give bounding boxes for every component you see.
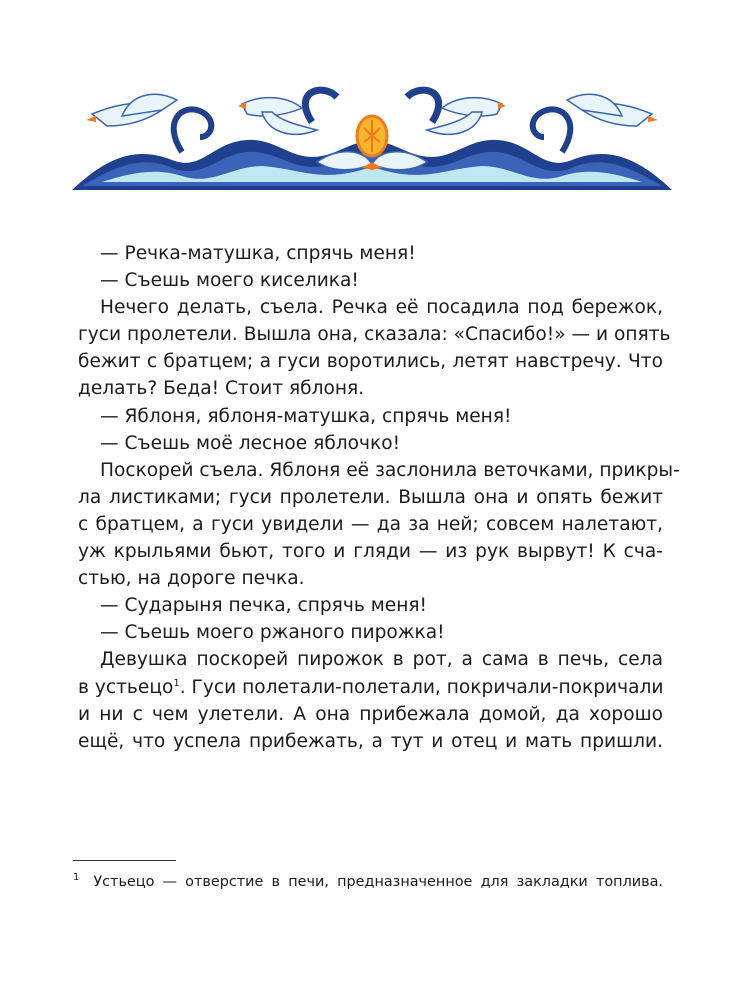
text-line: ещё, что успела прибежать, а тут и отец и мать пришли. bbox=[78, 730, 663, 752]
text-line: — Съешь моего киселика! bbox=[100, 270, 359, 292]
text-line: — Сударыня печка, спрячь меня! bbox=[100, 595, 427, 617]
text-line: Нечего делать, съела. Речка её посадила под бережок, bbox=[100, 297, 663, 319]
text-line: гуси пролетели. Вышла она, сказала: «Спасибо!» — и опять bbox=[78, 324, 671, 346]
footnote-text: Устьецо — отверстие в печи, предназначенное для закладки топлива. bbox=[93, 873, 663, 890]
footnote-divider bbox=[73, 860, 176, 861]
text-line: — Съешь моего ржаного пирожка! bbox=[100, 622, 445, 644]
footnote-mark: 1 bbox=[73, 872, 80, 883]
text-line: делать? Беда! Стоит яблоня. bbox=[78, 378, 365, 400]
text-line: с братцем, а гуси увидели — да за ней; совсем налетают, bbox=[78, 513, 663, 535]
footnote bbox=[73, 867, 663, 893]
swan-ornament-icon bbox=[62, 82, 682, 200]
story-text bbox=[78, 240, 680, 755]
text-line: в устьецо$^1$. Гуси полетали-полетали, покричали-покричали bbox=[78, 676, 664, 698]
text-line: — Съешь моё лесное яблочко! bbox=[100, 432, 401, 454]
text-line: Поскорей съела. Яблоня её заслонила веточками, прикры- bbox=[100, 459, 680, 481]
text-line: бежит с братцем; а гуси воротились, летят навстречу. Что bbox=[78, 351, 663, 373]
text-line: и ни с чем улетели. А она прибежала домой, да хорошо bbox=[78, 703, 663, 725]
text-line: ла листиками; гуси пролетели. Вышла она и опять бежит bbox=[78, 486, 663, 508]
text-line: уж крыльями бьют, того и гляди — из рук вырвут! К сча- bbox=[78, 541, 663, 563]
text-line: стью, на дороге печка. bbox=[78, 568, 305, 590]
text-line: — Речка-матушка, спрячь меня! bbox=[100, 243, 416, 264]
text-line: Девушка поскорей пирожок в рот, а сама в печь, села bbox=[100, 649, 663, 671]
text-line: — Яблоня, яблоня-матушка, спрячь меня! bbox=[100, 405, 512, 427]
footnote-ref: 1 bbox=[173, 677, 180, 689]
